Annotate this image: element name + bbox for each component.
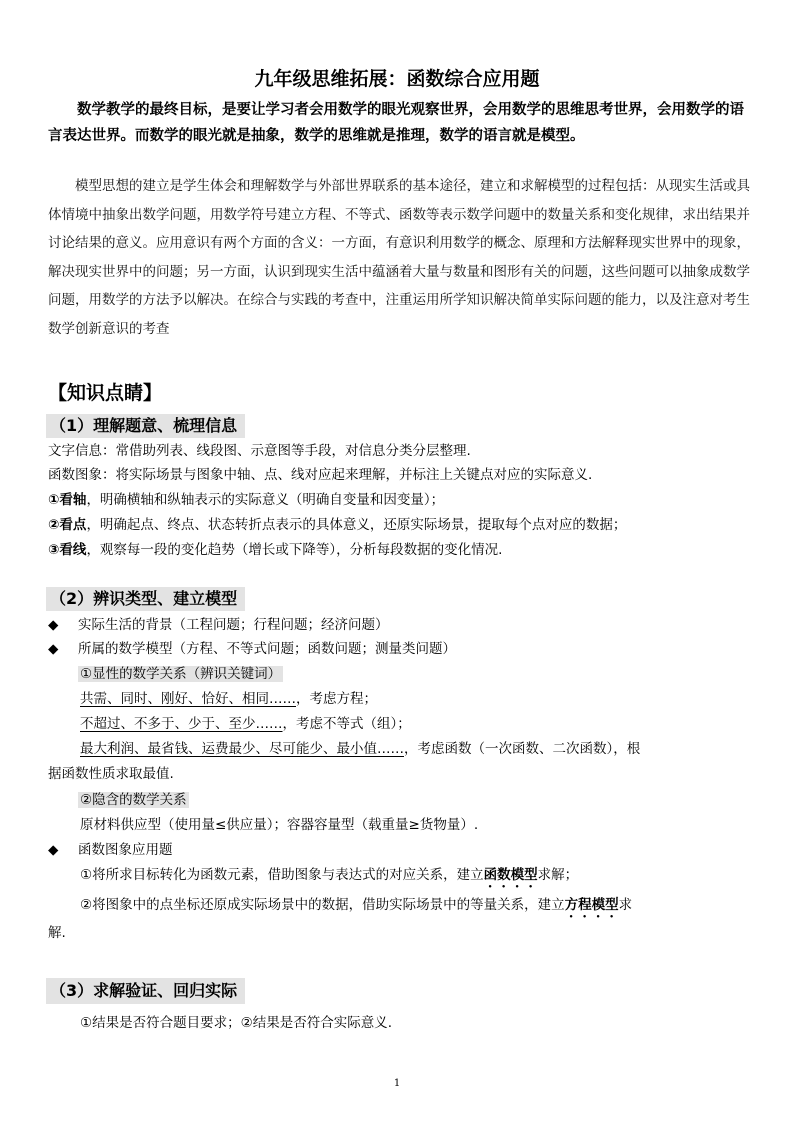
part2-heading: （2）辨识类型、建立模型 (46, 587, 245, 611)
section-title: 【知识点睛】 (48, 382, 163, 404)
bullet1-text: 实际生活的背景（工程问题；行程问题；经济问题） (78, 617, 389, 633)
equation-model-term: 方程模型 (564, 897, 619, 913)
line-line (48, 539, 502, 561)
axis-text: ，明确横轴和纵轴表示的实际意义（明确自变量和因变量）； (86, 492, 445, 508)
explicit-label: ①显性的数学关系（辨识关键词） (80, 666, 282, 682)
bullet-item (48, 839, 173, 861)
graph-step1-line (80, 864, 578, 891)
function-keywords-line (80, 738, 640, 760)
page-number: 1 (393, 1078, 401, 1089)
bullet-item (48, 638, 456, 660)
explicit-relations (78, 663, 283, 685)
point-lead: ②看点 (48, 517, 87, 533)
equation-keywords-line (80, 688, 377, 710)
graph-step2-line (80, 894, 632, 921)
diamond-bullet-icon: ◆ (48, 842, 59, 858)
body-paragraph: 模型思想的建立是学生体会和理解数学与外部世界联系的基本途径，建立和求解模型的过程包括：从现实生活或具体情境中抽象出数学问题，用数学符号建立方程、不等式、函数等表示数学问题中的数量关系和变化规律，求出结果并讨论结果的意义。应用意识有两个方面的含义：一方面，有意识利用数学的概念、原理和方法解释现实世界中的现象，解决现实世界中的问题；另一方面，认识到现实生活中蕴涵着大量与数量和图形有关的问题，这些问题可以抽象成数学问题，用数学的方法予以解决。在综合与实践的考查中，注重运用所学知识解决简单实际问题的能力，以及注意对考生数学创新意识的考查 (48, 178, 750, 337)
function-text: ，考虑函数（一次函数、二次函数），根 (404, 741, 641, 757)
function-keywords: 最大利润、最省钱、运费最少、尽可能少、最小值…… (80, 741, 404, 757)
bullet-item (48, 614, 389, 636)
text-info-line: 文字信息：常借助列表、线段图、示意图等手段，对信息分类分层整理. (48, 443, 471, 459)
part3-text: ①结果是否符合题目要求；②结果是否符合实际意义. (80, 1015, 392, 1031)
axis-line (48, 489, 444, 511)
implicit-text: 原材料供应型（使用量≤供应量）；容器容量型（载重量≥货物量）. (80, 817, 479, 833)
line-text: ，观察每一段的变化趋势（增长或下降等），分析每段数据的变化情况. (86, 542, 503, 558)
graph-step2-post: 求 (618, 897, 633, 913)
equation-text: ，考虑方程； (296, 691, 377, 707)
point-text: ，明确起点、终点、状态转折点表示的具体意义，还原实际场景，提取每个点对应的数据； (86, 517, 627, 533)
point-line (48, 514, 626, 536)
inequality-text: ，考虑不等式（组）； (282, 716, 411, 732)
function-text-continued: 据函数性质求取最值. (48, 766, 174, 782)
bullet2-text: 所属的数学模型（方程、不等式问题；函数问题；测量类问题） (78, 641, 456, 657)
implicit-relations (78, 789, 189, 811)
bullet3-text: 函数图象应用题 (78, 842, 173, 858)
page-title: 九年级思维拓展：函数综合应用题 (254, 68, 540, 90)
intro-paragraph: 数学教学的最终目标，是要让学习者会用数学的眼光观察世界，会用数学的思维思考世界，会用数学的语言表达世界。而数学的眼光就是抽象，数学的思维就是推理，数学的语言就是模型。 (48, 101, 744, 144)
diamond-bullet-icon: ◆ (48, 641, 59, 657)
function-model-term: 函数模型 (483, 867, 538, 883)
part3-heading: （3）求解验证、回归实际 (46, 978, 245, 1004)
graph-step1-post: 求解； (537, 867, 579, 883)
axis-lead: ①看轴 (48, 492, 87, 508)
graph-step2-continued: 解. (48, 925, 66, 941)
diamond-bullet-icon: ◆ (48, 617, 59, 633)
part1-heading: （1）理解题意、梳理信息 (46, 414, 245, 438)
graph-step2-pre: ②将图象中的点坐标还原成实际场景中的数据，借助实际场景中的等量关系，建立 (80, 897, 565, 913)
inequality-keywords-line (80, 713, 411, 735)
graph-info-line: 函数图象：将实际场景与图象中轴、点、线对应起来理解，并标注上关键点对应的实际意义. (48, 467, 593, 483)
inequality-keywords: 不超过、不多于、少于、至少…… (80, 716, 283, 732)
equation-keywords: 共需、同时、刚好、恰好、相同…… (80, 691, 296, 707)
graph-step1-pre: ①将所求目标转化为函数元素，借助图象与表达式的对应关系，建立 (80, 867, 484, 883)
implicit-label: ②隐含的数学关系 (80, 792, 187, 808)
line-lead: ③看线 (48, 542, 87, 558)
